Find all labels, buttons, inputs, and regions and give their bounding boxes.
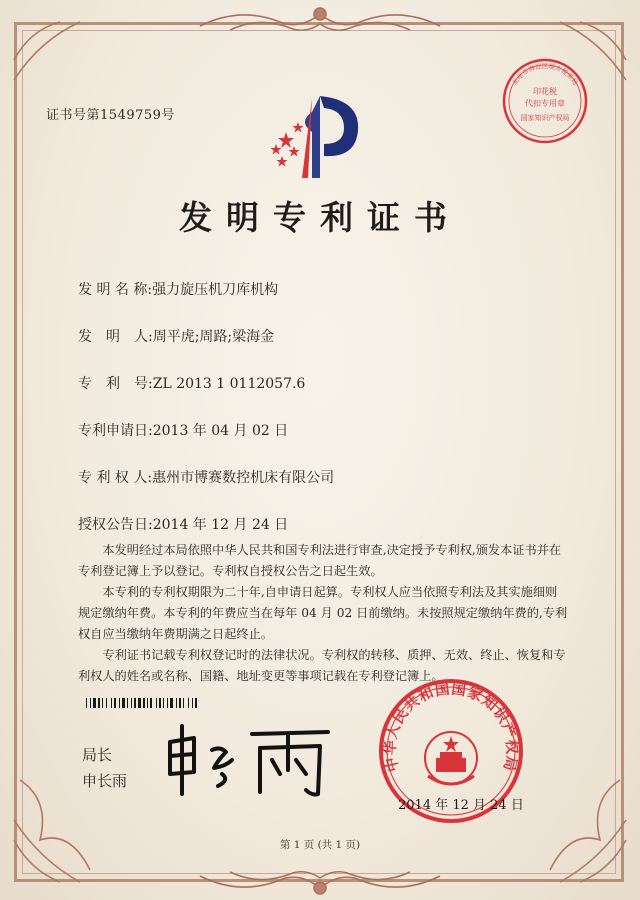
svg-text:印花税: 印花税	[533, 87, 557, 96]
tax-stamp-seal	[500, 56, 590, 146]
certificate-number-suffix: 号	[161, 108, 175, 123]
certificate-number	[46, 104, 175, 123]
field-inventors: 发 明 人:周平虎;周路;梁海金	[78, 329, 275, 345]
field-invention-name: 发 明 名 称:强力旋压机刀库机构	[78, 282, 279, 298]
certificate-title: 发明专利证书	[179, 198, 461, 237]
signatory-name: 申长雨	[82, 772, 128, 790]
svg-text:中华人民共和国国家知识产权局: 中华人民共和国国家知识产权局	[382, 681, 520, 774]
page-footer: 第 1 页 (共 1 页)	[279, 839, 361, 851]
signatory-title: 局长	[82, 746, 113, 764]
body-paragraph: 专利证书记载专利权登记时的法律状况。专利权的转移、质押、无效、终止、恢复和专利权人的姓名或名称、国籍、地址变更等事项记载在专利登记簿上。	[78, 648, 566, 683]
handwritten-signature	[160, 720, 335, 800]
svg-text:北京市海淀区地方税务局: 北京市海淀区地方税务局	[510, 62, 580, 87]
field-patent-number: 专 利 号:ZL 2013 1 0112057.6	[78, 376, 306, 392]
field-application-date: 专利申请日:2013 年 04 月 02 日	[78, 423, 289, 439]
field-grant-date: 授权公告日:2014 年 12 月 24 日	[78, 517, 289, 533]
field-patentee: 专 利 权 人:惠州市博赛数控机床有限公司	[78, 470, 335, 486]
seal-date: 2014 年 12 月 24 日	[398, 798, 524, 813]
certificate-body-text	[78, 540, 568, 687]
certificate-number-label: 证书号第	[46, 108, 101, 123]
svg-text:国家知识产权局: 国家知识产权局	[520, 114, 570, 122]
svg-text:代扣专用章: 代扣专用章	[525, 99, 565, 108]
body-paragraph: 本发明经过本局依照中华人民共和国专利法进行审查,决定授予专利权,颁发本证书并在专利登记簿上予以登记。专利权自授权公告之日起生效。	[78, 543, 562, 578]
certificate-number-value: 1549759	[100, 108, 162, 123]
cnipa-logo-icon	[268, 92, 368, 182]
national-emblem-icon	[425, 732, 477, 784]
body-paragraph: 本专利的专利权期限为二十年,自申请日起算。专利权人应当依照专利法及其实施细则规定缴纳年费。本专利的年费应当在每年 04 月 02 日前缴纳。未按照规定缴纳年费的,专利权自应当缴纳年费期满之日起终止。	[78, 585, 568, 641]
barcode-icon	[86, 698, 261, 708]
